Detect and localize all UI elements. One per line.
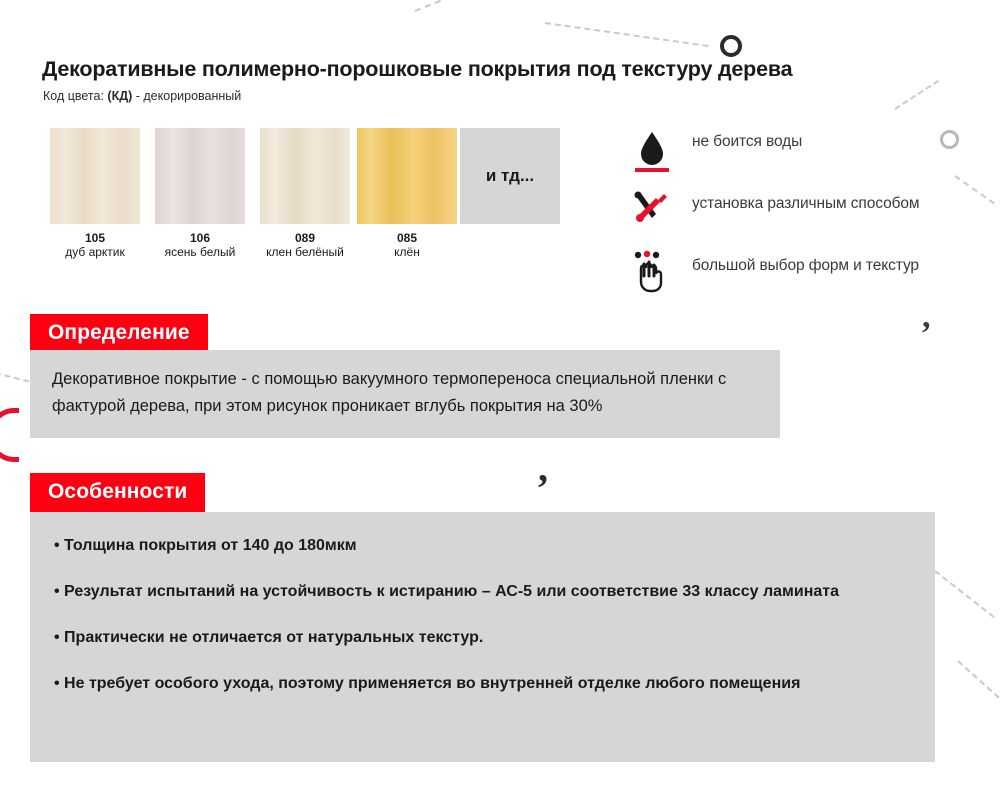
swatch-name: дуб арктик: [65, 245, 125, 259]
definition-heading: Определение: [30, 314, 208, 354]
specials-heading: Особенности: [30, 473, 205, 513]
feature-label: установка различным способом: [692, 195, 920, 212]
list-item: • Толщина покрытия от 140 до 180мкм: [54, 537, 357, 554]
feature-variety: [630, 250, 960, 302]
swatch-name: клен белёный: [266, 245, 344, 259]
hand-pointer-icon: [630, 250, 674, 298]
list-item: • Практически не отличается от натуральных текстур.: [54, 629, 484, 646]
color-code-subtitle: [43, 89, 241, 103]
decor-red-arc: [0, 408, 19, 462]
swatch-caption-089: [255, 231, 355, 259]
decor-dash-bottom-right: [934, 570, 994, 618]
swatch-089[interactable]: [260, 128, 350, 224]
decor-dash-right-lower: [954, 175, 994, 204]
page-title: Декоративные полимерно-порошковые покрытия под текстуру дерева: [42, 57, 793, 81]
feature-label: не боится воды: [692, 133, 803, 150]
subtitle-suffix: - декорированный: [132, 89, 242, 103]
swatch-code: 105: [84, 231, 106, 245]
decor-ring-dark-top: [720, 35, 742, 57]
water-drop-icon: [630, 126, 674, 174]
subtitle-prefix: Код цвета:: [43, 89, 108, 103]
swatch-code: 089: [294, 231, 316, 245]
decor-comma-right: ,: [922, 298, 931, 335]
decor-dash-top-left: [415, 0, 471, 12]
swatch-name: ясень белый: [164, 245, 236, 259]
etc-box: и тд...: [460, 128, 560, 224]
swatch-code: 085: [396, 231, 418, 245]
swatch-caption-085: [357, 231, 457, 259]
decor-comma-center: ,: [538, 445, 548, 490]
swatch-085[interactable]: [357, 128, 457, 224]
definition-body: Декоративное покрытие - с помощью вакуумного термопереноса специальной пленки с фактурой дерева, при этом рисунок проникает вглубь покрытия на 30%: [30, 350, 780, 438]
decor-dash-bottom-right-2: [957, 660, 999, 698]
decor-dash-top-mid: [545, 22, 709, 47]
feature-water: [630, 126, 960, 178]
specials-body: [30, 512, 935, 762]
tools-icon: [630, 188, 674, 236]
swatch-code: 106: [189, 231, 211, 245]
swatch-caption-106: [150, 231, 250, 259]
swatch-105[interactable]: [50, 128, 140, 224]
swatch-106[interactable]: [155, 128, 245, 224]
features-list: [630, 126, 960, 312]
feature-label: большой выбор форм и текстур: [692, 257, 919, 274]
swatch-caption-105: [45, 231, 145, 259]
decor-dash-top-right: [894, 80, 939, 110]
swatch-name: клён: [394, 245, 420, 259]
feature-install: [630, 188, 960, 240]
list-item: • Результат испытаний на устойчивость к истиранию – АС-5 или соответствие 33 классу ламината: [54, 583, 840, 600]
list-item: • Не требует особого ухода, поэтому применяется во внутренней отделке любого помещения: [54, 675, 801, 692]
subtitle-bold: (КД): [107, 89, 133, 103]
